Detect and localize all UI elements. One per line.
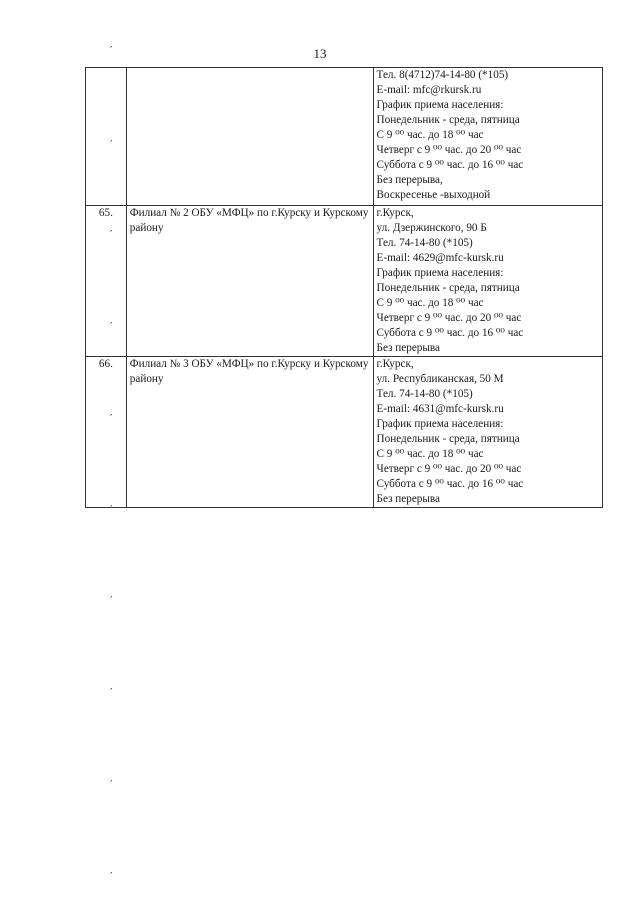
info-line: ул. Республиканская, 50 М [376, 373, 504, 385]
row-number: 65. [86, 206, 127, 357]
info-line: Четверг с 9 ⁰⁰ час. до 20 ⁰⁰ час [376, 312, 522, 324]
table-row [86, 68, 603, 206]
row-name [126, 68, 373, 206]
row-contact-info [373, 68, 602, 206]
info-line: г.Курск, [376, 358, 414, 370]
scan-mark-icon: ′ [110, 778, 113, 791]
row-name: Филиал № 2 ОБУ «МФЦ» по г.Курску и Курскому району [126, 206, 373, 357]
row-number: 66. [86, 357, 127, 508]
info-line: Без перерыва, [376, 174, 443, 186]
info-line: Воскресенье -выходной [376, 189, 491, 201]
scan-mark-icon: ′ [110, 412, 113, 425]
scan-mark-icon: ′ [110, 686, 113, 699]
info-line: Тел. 8(4712)74-14-80 (*105) [376, 69, 509, 81]
branch-table [85, 67, 603, 508]
table-row [86, 206, 603, 357]
info-line: Понедельник - среда, пятница [376, 114, 520, 126]
row-contact-info [373, 357, 602, 508]
info-line: E-mail: 4631@mfc-kursk.ru [376, 403, 504, 415]
info-line: Суббота с 9 ⁰⁰ час. до 16 ⁰⁰ час [376, 327, 524, 339]
scan-mark-icon: ′ [110, 594, 113, 607]
info-line: Без перерыва [376, 342, 441, 354]
info-line: График приема населения: [376, 267, 504, 279]
row-number [86, 68, 127, 206]
scan-mark-icon: ′ [110, 138, 113, 151]
scan-mark-icon: ′ [110, 320, 113, 333]
info-line: Четверг с 9 ⁰⁰ час. до 20 ⁰⁰ час [376, 463, 522, 475]
row-name: Филиал № 3 ОБУ «МФЦ» по г.Курску и Курскому району [126, 357, 373, 508]
info-line: Тел. 74-14-80 (*105) [376, 237, 473, 249]
info-line: График приема населения: [376, 99, 504, 111]
info-line: Суббота с 9 ⁰⁰ час. до 16 ⁰⁰ час [376, 159, 524, 171]
row-contact-info [373, 206, 602, 357]
info-line: С 9 ⁰⁰ час. до 18 ⁰⁰ час [376, 129, 484, 141]
info-line: Понедельник - среда, пятница [376, 433, 520, 445]
info-line: График приема населения: [376, 418, 504, 430]
info-line: E-mail: mfc@rkursk.ru [376, 84, 482, 96]
info-line: г.Курск, [376, 207, 414, 219]
info-line: С 9 ⁰⁰ час. до 18 ⁰⁰ час [376, 297, 484, 309]
info-line: Четверг с 9 ⁰⁰ час. до 20 ⁰⁰ час [376, 144, 522, 156]
info-line: ул. Дзержинского, 90 Б [376, 222, 487, 234]
info-line: С 9 ⁰⁰ час. до 18 ⁰⁰ час [376, 448, 484, 460]
info-line: Суббота с 9 ⁰⁰ час. до 16 ⁰⁰ час [376, 478, 524, 490]
scan-mark-icon: ′ [110, 870, 113, 883]
page-number: 13 [313, 46, 327, 61]
info-line: Тел. 74-14-80 (*105) [376, 388, 473, 400]
info-line: Без перерыва [376, 493, 441, 505]
info-line: Понедельник - среда, пятница [376, 282, 520, 294]
scan-mark-icon: ′ [110, 44, 113, 57]
scan-mark-icon: ′ [110, 503, 113, 516]
scan-mark-icon: ′ [110, 228, 113, 241]
table-row [86, 357, 603, 508]
info-line: E-mail: 4629@mfc-kursk.ru [376, 252, 504, 264]
